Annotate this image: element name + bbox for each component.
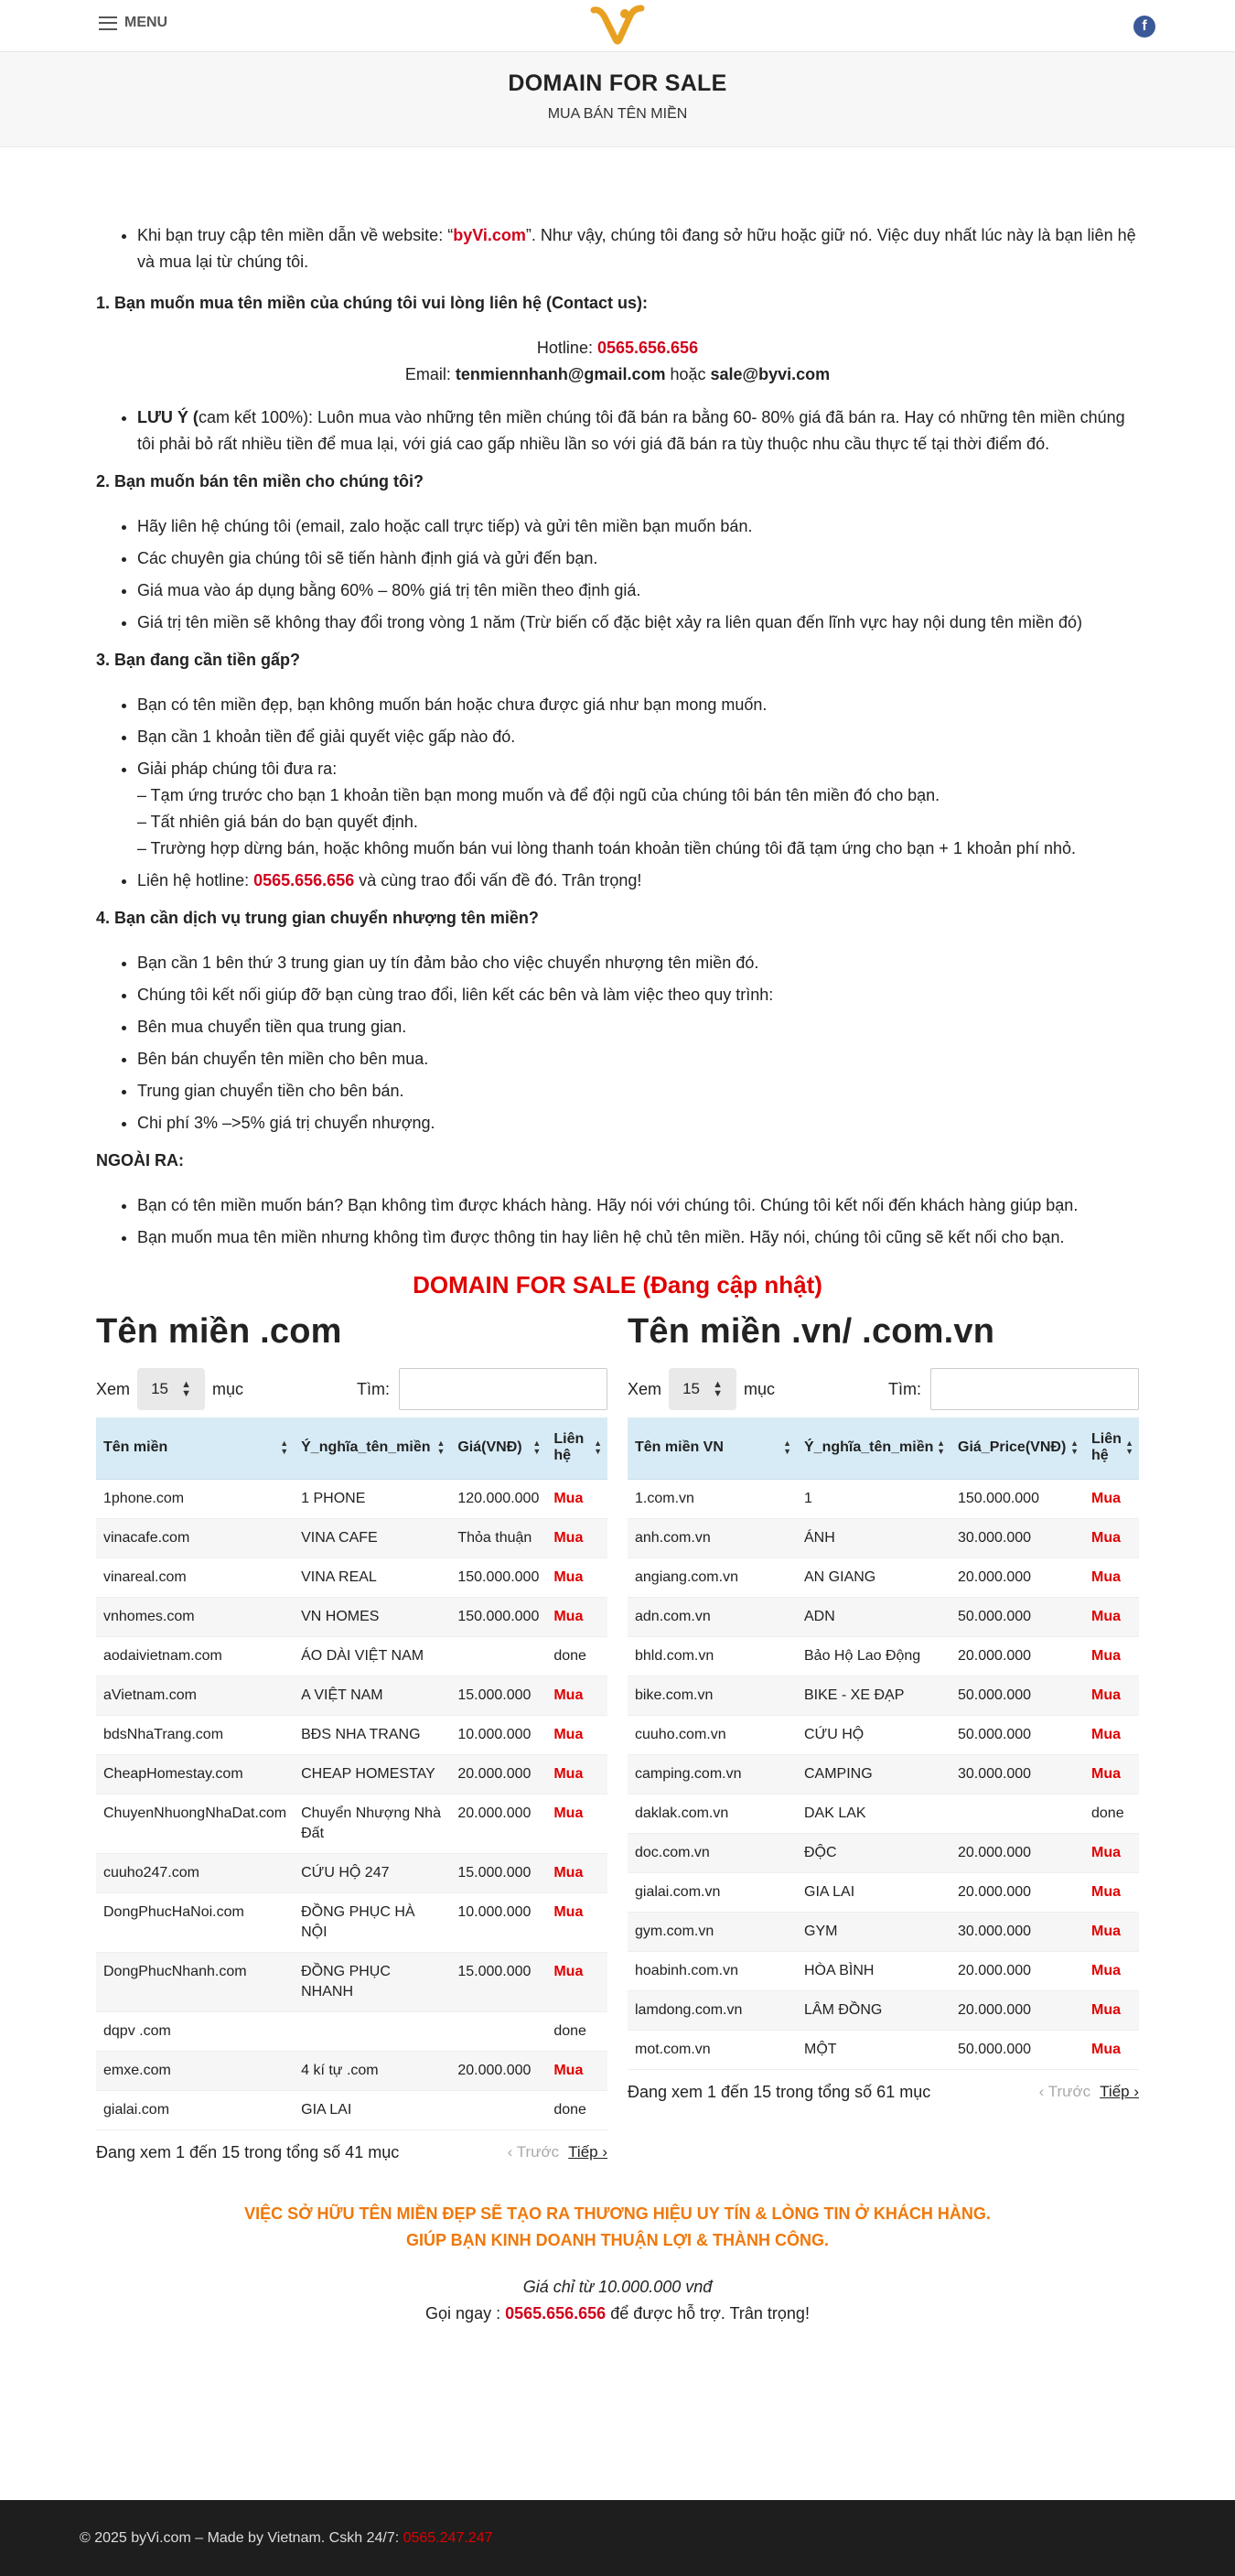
table-row bbox=[96, 1892, 607, 1952]
pagination bbox=[1039, 2083, 1139, 2101]
table-row bbox=[628, 1990, 1139, 2030]
table-cell: VINA CAFE bbox=[294, 1518, 450, 1557]
table-row bbox=[628, 1715, 1139, 1754]
table-cell: CHEAP HOMESTAY bbox=[294, 1754, 450, 1794]
table-cell: camping.com.vn bbox=[628, 1754, 797, 1794]
table-row bbox=[628, 1636, 1139, 1676]
table-cell: GIA LAI bbox=[294, 2090, 450, 2129]
sort-icon: ▲ ▼ bbox=[1070, 1439, 1079, 1457]
table-cell: 1phone.com bbox=[96, 1479, 294, 1518]
prev-page-button[interactable]: ‹ Trước bbox=[1038, 2083, 1091, 2100]
intro-text: • Khi bạn truy cập tên miền dẫn về website: “byVi.com”. Như vậy, chúng tôi đang sở hữu hoặc giữ nó. Việc duy nhất lúc này là bạn liên hệ và mua lại từ chúng tôi. bbox=[137, 222, 1139, 275]
section2-heading: 2. Bạn muốn bán tên miền cho chúng tôi? bbox=[96, 472, 424, 490]
table-cell: ĐỘC bbox=[797, 1833, 950, 1872]
pagination bbox=[508, 2143, 607, 2161]
table-cell: LÂM ĐỒNG bbox=[797, 1990, 950, 2030]
table-cell: CỨU HỘ bbox=[797, 1715, 950, 1754]
facebook-icon[interactable]: f bbox=[1133, 16, 1155, 38]
table-cell: 20.000.000 bbox=[950, 1833, 1084, 1872]
list-item: • Bên bán chuyển tên miền cho bên mua. bbox=[137, 1046, 1139, 1072]
list-item: • Giá mua vào áp dụng bằng 60% – 80% giá trị tên miền theo định giá. bbox=[137, 577, 1139, 604]
table-cell: gialai.com bbox=[96, 2090, 294, 2129]
table-row bbox=[96, 1853, 607, 1892]
email-secondary[interactable]: sale@byvi.com bbox=[710, 365, 831, 383]
table-cell: 20.000.000 bbox=[950, 1872, 1084, 1912]
table-cell: 20.000.000 bbox=[950, 1557, 1084, 1597]
select-arrows-icon: ▲ ▼ bbox=[713, 1379, 723, 1399]
column-header[interactable]: Giá_Price(VNĐ) ▲ ▼ bbox=[950, 1417, 1084, 1479]
column-header[interactable]: Tên miền ▲ ▼ bbox=[96, 1417, 294, 1479]
email-primary[interactable]: tenmiennhanh@gmail.com bbox=[455, 365, 666, 383]
buy-link[interactable]: Mua bbox=[546, 2051, 607, 2090]
page-subtitle: MUA BÁN TÊN MIỀN bbox=[547, 106, 688, 122]
list-item: • Chúng tôi kết nối giúp đỡ bạn cùng trao đổi, liên kết các bên và làm việc theo quy trình: bbox=[137, 982, 1139, 1008]
entries-select[interactable]: 15 ▲ ▼ bbox=[669, 1368, 736, 1410]
table-cell: GYM bbox=[797, 1912, 950, 1951]
table-com-section bbox=[96, 1312, 607, 2162]
site-link[interactable]: byVi.com bbox=[453, 226, 526, 244]
table-cell: 15.000.000 bbox=[450, 1952, 546, 2011]
table-row bbox=[628, 1597, 1139, 1636]
buy-link[interactable]: Mua bbox=[1084, 1636, 1139, 1676]
buy-link[interactable]: Mua bbox=[546, 1853, 607, 1892]
table-cell bbox=[450, 2011, 546, 2051]
sort-icon: ▲ ▼ bbox=[532, 1439, 542, 1457]
sort-icon: ▲ ▼ bbox=[783, 1439, 791, 1457]
prev-page-button[interactable]: ‹ Trước bbox=[507, 2143, 560, 2161]
table-row bbox=[96, 1636, 607, 1676]
table-cell: vinacafe.com bbox=[96, 1518, 294, 1557]
page-title: DOMAIN FOR SALE bbox=[508, 70, 727, 96]
select-arrows-icon: ▲ ▼ bbox=[181, 1379, 191, 1399]
footer-phone[interactable]: 0565.247.247 bbox=[403, 2530, 493, 2546]
table-cell: AN GIANG bbox=[797, 1557, 950, 1597]
table-cell: 20.000.000 bbox=[450, 2051, 546, 2090]
table-row bbox=[96, 1557, 607, 1597]
table-cell: bike.com.vn bbox=[628, 1676, 797, 1715]
list-item: • Bạn có tên miền đẹp, bạn không muốn bán hoặc chưa được giá như bạn mong muốn. bbox=[137, 692, 1139, 718]
table-cell: VINA REAL bbox=[294, 1557, 450, 1597]
table-row bbox=[628, 1912, 1139, 1951]
column-header[interactable]: Tên miền VN ▲ ▼ bbox=[628, 1417, 797, 1479]
sort-icon: ▲ ▼ bbox=[937, 1439, 945, 1457]
table-cell: BĐS NHA TRANG bbox=[294, 1715, 450, 1754]
table-row bbox=[96, 2051, 607, 2090]
buy-link[interactable]: Mua bbox=[546, 1479, 607, 1518]
sale-title: DOMAIN FOR SALE (Đang cập nhật) bbox=[413, 1271, 822, 1299]
buy-link[interactable]: Mua bbox=[546, 1715, 607, 1754]
site-footer bbox=[0, 2500, 1235, 2576]
table-com-title: Tên miền .com bbox=[96, 1312, 342, 1351]
table-cell: 1 PHONE bbox=[294, 1479, 450, 1518]
domain-tables bbox=[96, 1312, 1139, 2162]
table-cell: HÒA BÌNH bbox=[797, 1951, 950, 1990]
section1-heading: 1. Bạn muốn mua tên miền của chúng tôi vui lòng liên hệ (Contact us): bbox=[96, 294, 649, 312]
entries-select[interactable]: 15 ▲ ▼ bbox=[137, 1368, 205, 1410]
table-cell: 20.000.000 bbox=[450, 1754, 546, 1794]
table-row bbox=[96, 1479, 607, 1518]
table-cell bbox=[450, 2090, 546, 2129]
sort-icon: ▲ ▼ bbox=[1125, 1439, 1133, 1457]
table-cell: mot.com.vn bbox=[628, 2030, 797, 2069]
table-cell: 10.000.000 bbox=[450, 1715, 546, 1754]
table-row bbox=[96, 1597, 607, 1636]
table-row bbox=[628, 1754, 1139, 1794]
table-cell: 15.000.000 bbox=[450, 1676, 546, 1715]
email-line: Email: tenmiennhanh@gmail.com hoặc sale@byvi.com bbox=[404, 365, 831, 383]
table-cell: 1.com.vn bbox=[628, 1479, 797, 1518]
buy-link[interactable]: Mua bbox=[1084, 1951, 1139, 1990]
table-cell: gym.com.vn bbox=[628, 1912, 797, 1951]
hotline-number[interactable]: 0565.656.656 bbox=[596, 339, 699, 357]
hotline-number[interactable]: 0565.656.656 bbox=[253, 871, 355, 889]
table-row bbox=[628, 1833, 1139, 1872]
site-header bbox=[0, 0, 1235, 52]
table-cell: 50.000.000 bbox=[950, 1597, 1084, 1636]
buy-link[interactable]: Mua bbox=[1084, 1912, 1139, 1951]
table-cell: daklak.com.vn bbox=[628, 1794, 797, 1833]
table-cell: cuuho.com.vn bbox=[628, 1715, 797, 1754]
table-cell: angiang.com.vn bbox=[628, 1557, 797, 1597]
list-item: • Liên hệ hotline: 0565.656.656 và cùng trao đổi vấn đề đó. Trân trọng! bbox=[137, 868, 1139, 894]
table-cell: Thỏa thuận bbox=[450, 1518, 546, 1557]
table-cell: done bbox=[546, 1636, 607, 1676]
buy-link[interactable]: Mua bbox=[1084, 1676, 1139, 1715]
table-cell: 30.000.000 bbox=[950, 1754, 1084, 1794]
buy-link[interactable]: Mua bbox=[546, 1794, 607, 1853]
table-cell: ÁNH bbox=[797, 1518, 950, 1557]
table-info: Đang xem 1 đến 15 trong tổng số 61 mục bbox=[628, 2082, 931, 2101]
table-cell: done bbox=[1084, 1794, 1139, 1833]
section5-heading: NGOÀI RA: bbox=[96, 1151, 184, 1169]
table-cell: emxe.com bbox=[96, 2051, 294, 2090]
buy-link[interactable]: Mua bbox=[546, 1518, 607, 1557]
hotline-line: Hotline: 0565.656.656 bbox=[536, 339, 699, 357]
table-cell: 20.000.000 bbox=[950, 1951, 1084, 1990]
table-row bbox=[628, 1557, 1139, 1597]
list-item: • Chi phí 3% –>5% giá trị chuyển nhượng. bbox=[137, 1110, 1139, 1137]
table-cell: 150.000.000 bbox=[450, 1557, 546, 1597]
table-cell: Chuyển Nhượng Nhà Đất bbox=[294, 1794, 450, 1853]
table-cell: bdsNhaTrang.com bbox=[96, 1715, 294, 1754]
table-cell: A VIỆT NAM bbox=[294, 1676, 450, 1715]
buy-link[interactable]: Mua bbox=[546, 1754, 607, 1794]
column-header[interactable]: Ý_nghĩa_tên_miền ▲ ▼ bbox=[797, 1417, 950, 1479]
table-cell: hoabinh.com.vn bbox=[628, 1951, 797, 1990]
table-row bbox=[628, 1951, 1139, 1990]
table-row bbox=[96, 1715, 607, 1754]
buy-link[interactable]: Mua bbox=[1084, 1754, 1139, 1794]
list-item: • Trung gian chuyển tiền cho bên bán. bbox=[137, 1078, 1139, 1105]
table-cell: 15.000.000 bbox=[450, 1853, 546, 1892]
table-cell: Bảo Hộ Lao Động bbox=[797, 1636, 950, 1676]
buy-link[interactable]: Mua bbox=[1084, 1479, 1139, 1518]
buy-link[interactable]: Mua bbox=[546, 1892, 607, 1952]
sort-icon: ▲ ▼ bbox=[280, 1439, 289, 1457]
search-input[interactable] bbox=[930, 1368, 1139, 1410]
section4-heading: 4. Bạn cần dịch vụ trung gian chuyển nhượng tên miền? bbox=[96, 909, 539, 927]
table-cell: 50.000.000 bbox=[950, 1715, 1084, 1754]
search-input[interactable] bbox=[399, 1368, 607, 1410]
section3-heading: 3. Bạn đang cần tiền gấp? bbox=[96, 651, 301, 669]
column-header[interactable]: Giá(VNĐ) ▲ ▼ bbox=[450, 1417, 546, 1479]
buy-link[interactable]: Mua bbox=[1084, 1518, 1139, 1557]
table-vn-title: Tên miền .vn/ .com.vn bbox=[628, 1312, 995, 1351]
table-cell: adn.com.vn bbox=[628, 1597, 797, 1636]
buy-link[interactable]: Mua bbox=[546, 1952, 607, 2011]
table-cell bbox=[294, 2011, 450, 2051]
table-row bbox=[628, 1676, 1139, 1715]
search-label: Tìm: bbox=[357, 1379, 390, 1398]
table-row bbox=[96, 1754, 607, 1794]
table-cell: vinareal.com bbox=[96, 1557, 294, 1597]
sort-icon: ▲ ▼ bbox=[436, 1439, 446, 1457]
table-cell: 20.000.000 bbox=[950, 1990, 1084, 2030]
table-cell bbox=[950, 1794, 1084, 1833]
list-item: • Bạn cần 1 bên thứ 3 trung gian uy tín đảm bảo cho việc chuyển nhượng tên miền đó. bbox=[137, 950, 1139, 976]
domain-table-vn bbox=[628, 1417, 1139, 2070]
hamburger-icon bbox=[99, 16, 117, 30]
table-cell: ĐỒNG PHỤC HÀ NỘI bbox=[294, 1892, 450, 1952]
domain-table-com bbox=[96, 1417, 607, 2130]
table-cell: BIKE - XE ĐẠP bbox=[797, 1676, 950, 1715]
entries-label: mục bbox=[744, 1379, 776, 1398]
footer-text: © 2025 byVi.com – Made by Vietnam. Cskh 24/7: bbox=[80, 2530, 403, 2546]
list-item: • Các chuyên gia chúng tôi sẽ tiến hành định giá và gửi đến bạn. bbox=[137, 545, 1139, 572]
column-header[interactable]: Liên hệ ▲ ▼ bbox=[1084, 1417, 1139, 1479]
list-item: • Bạn có tên miền muốn bán? Bạn không tìm được khách hàng. Hãy nói với chúng tôi. Chúng tôi kết nối đến khách hàng giúp bạn. bbox=[137, 1192, 1139, 1219]
list-item: • Hãy liên hệ chúng tôi (email, zalo hoặc call trực tiếp) và gửi tên miền bạn muốn bán. bbox=[137, 513, 1139, 540]
table-cell: 30.000.000 bbox=[950, 1912, 1084, 1951]
table-cell: GIA LAI bbox=[797, 1872, 950, 1912]
table-cell: DongPhucHaNoi.com bbox=[96, 1892, 294, 1952]
buy-link[interactable]: Mua bbox=[546, 1597, 607, 1636]
table-cell: aodaivietnam.com bbox=[96, 1636, 294, 1676]
table-cell: gialai.com.vn bbox=[628, 1872, 797, 1912]
table-cell: doc.com.vn bbox=[628, 1833, 797, 1872]
table-cell: ĐỒNG PHỤC NHANH bbox=[294, 1952, 450, 2011]
column-header[interactable]: Ý_nghĩa_tên_miền ▲ ▼ bbox=[294, 1417, 450, 1479]
buy-link[interactable]: Mua bbox=[546, 1676, 607, 1715]
vi-logo-icon[interactable] bbox=[588, 3, 647, 49]
sort-icon: ▲ ▼ bbox=[594, 1439, 602, 1457]
table-row bbox=[628, 1872, 1139, 1912]
next-page-button[interactable]: Tiếp › bbox=[568, 2143, 607, 2161]
hotline-number[interactable]: 0565.656.656 bbox=[505, 2303, 607, 2323]
entries-label: mục bbox=[212, 1379, 244, 1398]
note-item: • LƯU Ý (cam kết 100%): Luôn mua vào những tên miền chúng tôi đã bán ra bằng 60- 80% giá đã bán ra. Hay có những tên miền chúng tôi phải bỏ rất nhiều tiền để mua lại, với giá cao gấp nhiều lần so với giá đã bán ra tùy thuộc nhu cầu thực tế tại thời điểm đó. bbox=[137, 404, 1139, 458]
table-cell bbox=[450, 1636, 546, 1676]
promo-text: VIỆC SỞ HỮU TÊN MIỀN ĐẸP SẼ TẠO RA THƯƠNG HIỆU UY TÍN & LÒNG TIN Ở KHÁCH HÀNG. GIÚP BẠN KINH DOANH THUẬN LỢI & THÀNH CÔNG. bbox=[244, 2204, 991, 2249]
table-info: Đang xem 1 đến 15 trong tổng số 41 mục bbox=[96, 2142, 400, 2161]
table-cell: vnhomes.com bbox=[96, 1597, 294, 1636]
table-cell: 150.000.000 bbox=[450, 1597, 546, 1636]
table-vn-section bbox=[628, 1312, 1139, 2162]
table-cell: done bbox=[546, 2011, 607, 2051]
table-row bbox=[96, 1518, 607, 1557]
main-content bbox=[96, 222, 1139, 2327]
list-item: • Giá trị tên miền sẽ không thay đổi trong vòng 1 năm (Trừ biến cố đặc biệt xảy ra liên quan đến lĩnh vực hay nội dung tên miền đó) bbox=[137, 609, 1139, 636]
table-cell: 20.000.000 bbox=[950, 1636, 1084, 1676]
next-page-button[interactable]: Tiếp › bbox=[1100, 2083, 1139, 2100]
table-cell: 150.000.000 bbox=[950, 1479, 1084, 1518]
column-header[interactable]: Liên hệ ▲ ▼ bbox=[546, 1417, 607, 1479]
table-cell: 120.000.000 bbox=[450, 1479, 546, 1518]
table-cell: dqpv .com bbox=[96, 2011, 294, 2051]
table-cell: DAK LAK bbox=[797, 1794, 950, 1833]
menu-button[interactable] bbox=[99, 15, 167, 31]
table-cell: ChuyenNhuongNhaDat.com bbox=[96, 1794, 294, 1853]
table-cell: 50.000.000 bbox=[950, 1676, 1084, 1715]
table-cell: lamdong.com.vn bbox=[628, 1990, 797, 2030]
table-cell: 30.000.000 bbox=[950, 1518, 1084, 1557]
table-cell: 20.000.000 bbox=[450, 1794, 546, 1853]
buy-link[interactable]: Mua bbox=[1084, 1597, 1139, 1636]
table-cell: cuuho247.com bbox=[96, 1853, 294, 1892]
buy-link[interactable]: Mua bbox=[1084, 1557, 1139, 1597]
buy-link[interactable]: Mua bbox=[546, 1557, 607, 1597]
table-cell: ADN bbox=[797, 1597, 950, 1636]
list-item: • Bạn muốn mua tên miền nhưng không tìm được thông tin hay liên hệ chủ tên miền. Hãy nói, chúng tôi cũng sẽ kết nối cho bạn. bbox=[137, 1224, 1139, 1251]
table-cell: bhld.com.vn bbox=[628, 1636, 797, 1676]
table-cell: 10.000.000 bbox=[450, 1892, 546, 1952]
table-row bbox=[628, 1479, 1139, 1518]
table-row bbox=[96, 1676, 607, 1715]
show-label: Xem bbox=[628, 1379, 662, 1398]
table-cell: ÁO DÀI VIỆT NAM bbox=[294, 1636, 450, 1676]
price-note: Giá chỉ từ 10.000.000 vnđ bbox=[522, 2277, 713, 2296]
table-row bbox=[96, 2090, 607, 2129]
table-cell: 1 bbox=[797, 1479, 950, 1518]
table-cell: CheapHomestay.com bbox=[96, 1754, 294, 1794]
table-row bbox=[96, 1794, 607, 1853]
buy-link[interactable]: Mua bbox=[1084, 1990, 1139, 2030]
table-row bbox=[96, 1952, 607, 2011]
table-cell: 4 kí tự .com bbox=[294, 2051, 450, 2090]
table-cell: MỘT bbox=[797, 2030, 950, 2069]
table-cell: VN HOMES bbox=[294, 1597, 450, 1636]
page-banner bbox=[0, 52, 1235, 147]
list-item: • Bạn cần 1 khoản tiền để giải quyết việc gấp nào đó. bbox=[137, 724, 1139, 750]
buy-link[interactable]: Mua bbox=[1084, 2030, 1139, 2069]
table-cell: done bbox=[546, 2090, 607, 2129]
table-cell: anh.com.vn bbox=[628, 1518, 797, 1557]
menu-label: MENU bbox=[124, 15, 168, 30]
list-item: • Bên mua chuyển tiền qua trung gian. bbox=[137, 1014, 1139, 1040]
table-row bbox=[628, 1518, 1139, 1557]
buy-link[interactable]: Mua bbox=[1084, 1872, 1139, 1912]
table-row bbox=[96, 2011, 607, 2051]
call-note: Gọi ngay : 0565.656.656 để được hỗ trợ. Trân trọng! bbox=[425, 2303, 810, 2323]
list-item: • Giải pháp chúng tôi đưa ra: – Tạm ứng trước cho bạn 1 khoản tiền bạn mong muốn và để đội ngũ của chúng tôi bán tên miền đó cho bạn. – Tất nhiên giá bán do bạn quyết định. – Trường hợp dừng bán, hoặc không muốn bán vui lòng thanh toán khoản tiền chúng tôi đã tạm ứng cho bạn + 1 khoản phí nhỏ. bbox=[137, 756, 1139, 862]
table-cell: CAMPING bbox=[797, 1754, 950, 1794]
table-row bbox=[628, 1794, 1139, 1833]
buy-link[interactable]: Mua bbox=[1084, 1715, 1139, 1754]
table-cell: DongPhucNhanh.com bbox=[96, 1952, 294, 2011]
table-cell: aVietnam.com bbox=[96, 1676, 294, 1715]
buy-link[interactable]: Mua bbox=[1084, 1833, 1139, 1872]
search-label: Tìm: bbox=[888, 1379, 921, 1398]
table-cell: 50.000.000 bbox=[950, 2030, 1084, 2069]
table-row bbox=[628, 2030, 1139, 2069]
show-label: Xem bbox=[96, 1379, 131, 1398]
table-cell: CỨU HỘ 247 bbox=[294, 1853, 450, 1892]
